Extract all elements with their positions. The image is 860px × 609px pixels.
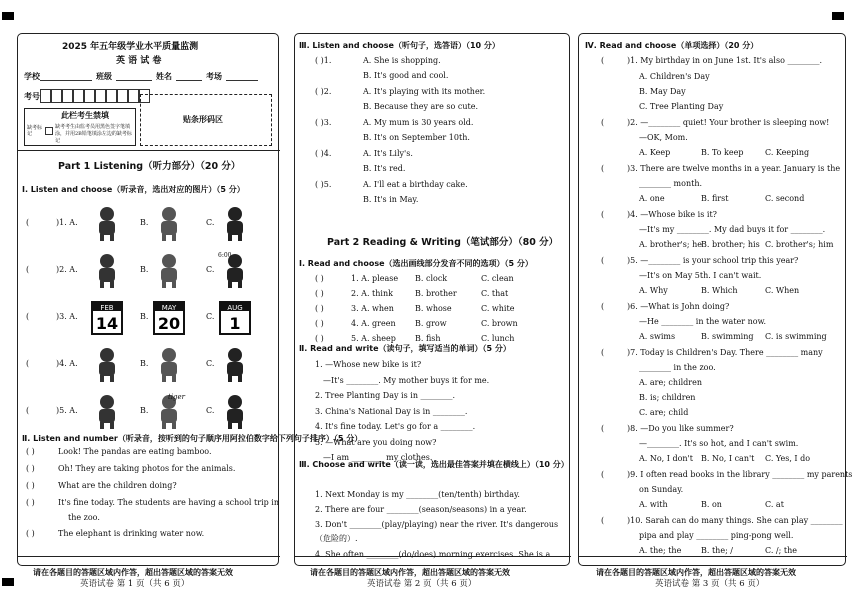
order-paren[interactable]: ( ) (26, 464, 35, 473)
question-line: —It's on May 5th. I can't wait. (639, 271, 762, 280)
answer-paren[interactable]: ( (601, 470, 605, 479)
question-text: )1. My birthday in on June 1st. It's also ________. (627, 56, 822, 65)
question-label: )4. A. (56, 359, 78, 368)
phonics-option: C. white (481, 304, 515, 313)
read-write-item: 5. —What are you doing now? (315, 437, 437, 447)
answer-paren[interactable]: ( (601, 56, 605, 65)
part1-heading: Part 1 Listening（听力部分）（20 分） (58, 161, 241, 172)
read-write-item: —It's ________. My mother buys it for me. (323, 375, 490, 385)
question-line: on Sunday. (639, 485, 684, 494)
choice-option: B. first (701, 194, 729, 203)
order-sentence: It's fine today. The students are having a school trip in (58, 498, 280, 507)
option-b-label: B. (140, 218, 149, 227)
choice-option: A. brother's; he (639, 240, 702, 249)
name-field[interactable] (176, 74, 202, 81)
question-label: )5. A. (56, 406, 78, 415)
tiger-text: tiger (168, 393, 186, 401)
question-line: A. are; children (639, 378, 703, 387)
order-paren[interactable]: ( ) (26, 481, 35, 490)
page-number-1: 英语试卷 第 1 页（共 6 页） (80, 579, 190, 589)
class-field[interactable] (116, 74, 152, 81)
option-a: A. It's playing with its mother. (363, 87, 486, 96)
choice-option: C. Keeping (765, 148, 810, 157)
room-label: 考场 (206, 72, 222, 81)
question-line: —OK, Mom. (639, 133, 688, 142)
question-line: —He ________ in the water now. (639, 317, 767, 326)
order-paren[interactable]: ( ) (26, 529, 35, 538)
exam-digit-box[interactable] (117, 89, 128, 103)
choice-option: A. Why (639, 286, 668, 295)
multiple-choice-heading: Ⅳ. Read and choose（单项选择）（20 分） (585, 41, 759, 50)
question-text: )7. Today is Children's Day. There ________ many (627, 348, 823, 357)
phonics-option: C. that (481, 289, 509, 298)
page-3 (578, 33, 853, 566)
option-b: B. It's good and cool. (363, 71, 449, 80)
option-c-label: C. (206, 218, 215, 227)
phonics-option: B. brother (415, 289, 457, 298)
choice-option: C. is swimming (765, 332, 827, 341)
picture-option[interactable] (152, 251, 186, 289)
exam-digit-box[interactable] (84, 89, 95, 103)
footer-note-1: 请在各题目的答题区域内作答，超出答题区域的答案无效 (33, 568, 233, 577)
picture-option[interactable] (152, 204, 186, 242)
exam-digit-box[interactable] (51, 89, 62, 103)
listen-number-heading: Ⅱ. Listen and number（听录音，按听到的句子顺序用阿拉伯数字给下列句子排序）（5 分） (22, 434, 363, 443)
picture-option[interactable] (218, 204, 252, 242)
order-sentence: The elephant is drinking water now. (58, 529, 205, 538)
question-label: )1. A. (56, 218, 78, 227)
choice-option: A. Keep (639, 148, 671, 157)
phonics-option: 4. A. green (351, 319, 396, 328)
choice-option: B. Which (701, 286, 738, 295)
page-number-3: 英语试卷 第 3 页（共 6 页） (655, 579, 765, 589)
choice-option: B. To keep (701, 148, 744, 157)
phonics-option: C. clean (481, 274, 514, 283)
page-2 (294, 33, 570, 566)
name-label: 姓名 (156, 72, 172, 81)
class-label: 班级 (96, 72, 112, 81)
question-text: )3. There are twelve months in a year. January is the (627, 164, 841, 173)
absent-label: 缺考标记 (27, 125, 43, 137)
question-line: B. is; children (639, 393, 696, 402)
phonics-option: 5. A. sheep (351, 334, 396, 343)
answer-paren[interactable]: ( (26, 218, 30, 227)
barcode-label: 贴条形码区 (183, 115, 223, 124)
question-label: )3. A. (56, 312, 78, 321)
question-line: —________. It's so hot, and I can't swim. (639, 439, 799, 448)
choice-option: A. one (639, 194, 665, 203)
question-line: pipa and play ________ ping-pong well. (639, 531, 794, 540)
picture-option[interactable] (90, 345, 124, 383)
answer-paren[interactable]: ( (601, 118, 605, 127)
option-b-label: B. (140, 406, 149, 415)
option-c-label: C. (206, 265, 215, 274)
option-c-label: C. (206, 359, 215, 368)
phonics-option: B. clock (415, 274, 448, 283)
answer-paren[interactable]: ( (26, 406, 30, 415)
choose-write-item: 4. She often ________(do/does) morning exercises. She is a (315, 550, 551, 559)
picture-option[interactable] (152, 298, 186, 336)
read-write-item: 3. China's National Day is in ________. (315, 406, 468, 416)
choose-write-item: 3. Don't ________(play/playing) near the river. It's dangerous (315, 520, 559, 529)
answer-paren[interactable]: ( )4. (315, 149, 332, 158)
question-line: ________ in the zoo. (639, 363, 716, 372)
answer-paren[interactable]: ( ) (315, 304, 324, 313)
option-b: B. It's in May. (363, 195, 419, 204)
picture-option[interactable] (90, 204, 124, 242)
answer-paren[interactable]: ( ) (315, 334, 324, 343)
option-c-label: C. (206, 312, 215, 321)
svg-text:AUG: AUG (227, 304, 243, 312)
answer-paren[interactable]: ( (601, 256, 605, 265)
exam-digit-box[interactable] (73, 89, 84, 103)
choice-option: B. brother; his (701, 240, 760, 249)
choice-option: B. No, I can't (701, 454, 755, 463)
choice-option: B. swimming (701, 332, 754, 341)
exam-number-label: 考号 (24, 92, 40, 101)
exam-subtitle: 英 语 试 卷 (116, 56, 162, 66)
answer-paren[interactable]: ( )3. (315, 118, 332, 127)
choose-write-heading: Ⅲ. Choose and write（读一读，选出最佳答案并填在横线上）（10 分） (299, 460, 569, 469)
room-field[interactable] (226, 74, 258, 81)
answer-paren[interactable]: ( ) (315, 274, 324, 283)
phonics-option: C. brown (481, 319, 518, 328)
absent-checkbox[interactable] (45, 127, 53, 135)
picture-option[interactable] (218, 392, 252, 430)
choice-option: C. /; the (765, 546, 797, 555)
answer-paren[interactable]: ( (601, 424, 605, 433)
option-b: B. Because they are so cute. (363, 102, 478, 111)
option-c-label: C. (206, 406, 215, 415)
answer-paren[interactable]: ( (601, 302, 605, 311)
footer-note-2: 请在各题目的答题区域内作答，超出答题区域的答案无效 (310, 568, 510, 577)
clock-text: 6:00 (218, 252, 232, 259)
picture-option[interactable] (218, 298, 252, 336)
read-write-item: —I am ________ my clothes. (323, 453, 433, 462)
read-write-heading: Ⅱ. Read and write（读句子，填写适当的单词）（5 分） (299, 344, 511, 353)
svg-text:1: 1 (229, 314, 241, 333)
question-text: )4. —Whose bike is it? (627, 210, 717, 219)
registration-mark (2, 12, 14, 20)
question-line: A. Children's Day (639, 72, 710, 81)
question-text: )9. I often read books in the library ________ my parents (627, 470, 853, 479)
exam-digit-box[interactable] (40, 89, 51, 103)
option-a: A. She is shopping. (363, 56, 441, 65)
exam-digit-box[interactable] (128, 89, 139, 103)
read-write-item: 2. Tree Planting Day is in ________. (315, 391, 456, 400)
choice-option: C. Yes, I do (765, 454, 811, 463)
exam-digit-box[interactable] (62, 89, 73, 103)
read-write-item: 4. It's fine today. Let's go for a ________. (315, 422, 476, 431)
part2-heading: Part 2 Reading & Writing（笔试部分）（80 分） (327, 237, 559, 248)
question-line: —It's my ________. My dad buys it for ________. (639, 225, 826, 234)
choice-option: C. brother's; him (765, 240, 834, 249)
phonics-option: B. fish (415, 334, 441, 343)
answer-paren[interactable]: ( (26, 265, 30, 274)
choose-write-item: （危险的）. (315, 534, 358, 543)
picture-option[interactable] (90, 392, 124, 430)
choice-option: C. second (765, 194, 805, 203)
listen-choose-answer-heading: Ⅲ. Listen and choose（听句子，选答语）（10 分） (299, 41, 500, 50)
choice-option: C. When (765, 286, 800, 295)
answer-paren[interactable]: ( (26, 312, 30, 321)
barcode-area (140, 94, 272, 146)
choice-option: C. at (765, 500, 784, 509)
option-a: A. My mum is 30 years old. (363, 118, 474, 127)
question-line: B. May Day (639, 87, 686, 96)
order-sentence: Look! The pandas are eating bamboo. (58, 447, 212, 456)
option-b: B. It's red. (363, 164, 406, 173)
question-text: )8. —Do you like summer? (627, 424, 734, 433)
answer-paren[interactable]: ( )2. (315, 87, 332, 96)
registration-mark (832, 12, 844, 20)
phonics-option: B. grow (415, 319, 447, 328)
choice-option: A. swims (639, 332, 676, 341)
svg-text:MAY: MAY (161, 304, 177, 312)
choice-option: B. on (701, 500, 722, 509)
option-a: A. It's Lily's. (363, 149, 413, 158)
order-paren[interactable]: ( ) (26, 498, 35, 507)
order-sentence: Oh! They are taking photos for the animals. (58, 464, 236, 473)
option-b-label: B. (140, 359, 149, 368)
picture-option[interactable] (152, 345, 186, 383)
absent-note: 缺考考生由监考员用黑色签字笔填涂，并用2B铅笔填涂左边的缺考标记 (55, 124, 132, 144)
school-label: 学校 (24, 72, 40, 81)
exam-digit-box[interactable] (106, 89, 117, 103)
answer-paren[interactable]: ( (601, 210, 605, 219)
order-sentence: What are the children doing? (58, 481, 177, 490)
question-label: )2. A. (56, 265, 78, 274)
option-b: B. It's on September 10th. (363, 133, 470, 142)
order-sentence: the zoo. (68, 513, 100, 522)
question-line: C. Tree Planting Day (639, 102, 724, 111)
registration-mark (2, 578, 14, 586)
choice-option: A. No, I don't (639, 454, 693, 463)
school-field[interactable] (40, 74, 92, 81)
option-b-label: B. (140, 265, 149, 274)
exam-title: 2025 年五年级学业水平质量监测 (62, 42, 199, 52)
picture-option[interactable] (90, 251, 124, 289)
exam-digit-box[interactable] (95, 89, 106, 103)
answer-paren[interactable]: ( (26, 359, 30, 368)
question-line: C. are; child (639, 408, 689, 417)
phonics-option: 2. A. think (351, 289, 393, 298)
order-paren[interactable]: ( ) (26, 447, 35, 456)
page-number-2: 英语试卷 第 2 页（共 6 页） (367, 579, 477, 589)
phonics-option: 3. A. when (351, 304, 394, 313)
phonics-option: 1. A. please (351, 274, 399, 283)
choice-option: A. the; the (639, 546, 682, 555)
question-text: )6. —What is John doing? (627, 302, 730, 311)
picture-option[interactable] (90, 298, 124, 336)
answer-paren[interactable]: ( (601, 348, 605, 357)
svg-text:FEB: FEB (100, 304, 114, 312)
option-a: A. I'll eat a birthday cake. (363, 180, 468, 189)
choice-option: A. with (639, 500, 668, 509)
choose-write-item: 2. There are four ________(season/seasons) in a year. (315, 505, 527, 514)
svg-text:20: 20 (157, 314, 181, 333)
answer-paren[interactable]: ( ) (315, 319, 324, 328)
footer-note-3: 请在各题目的答题区域内作答，超出答题区域的答案无效 (596, 568, 796, 577)
answer-paren[interactable]: ( )1. (315, 56, 332, 65)
answer-paren[interactable]: ( (601, 516, 605, 525)
option-b-label: B. (140, 312, 149, 321)
picture-option[interactable] (218, 345, 252, 383)
question-text: )2. —________ quiet! Your brother is sleeping now! (627, 118, 830, 127)
answer-paren[interactable]: ( ) (315, 289, 324, 298)
choice-option: B. the; / (701, 546, 733, 555)
question-line: ________ month. (639, 179, 703, 188)
svg-text:14: 14 (95, 314, 119, 333)
phonics-option: B. whose (415, 304, 452, 313)
answer-paren[interactable]: ( (601, 164, 605, 173)
question-text: )10. Sarah can do many things. She can play ________ (627, 516, 843, 525)
phonics-option: C. lunch (481, 334, 515, 343)
read-write-item: 1. —Whose new bike is it? (315, 360, 422, 369)
answer-paren[interactable]: ( )5. (315, 180, 332, 189)
read-choose-heading: Ⅰ. Read and choose（选出画线部分发音不同的选项）（5 分） (299, 259, 533, 268)
forbid-box (24, 108, 136, 146)
forbid-label: 此栏考生禁填 (61, 111, 109, 120)
listen-choose-heading: Ⅰ. Listen and choose（听录音，选出对应的图片）（5 分） (22, 185, 245, 194)
question-text: )5. —________ is your school trip this year? (627, 256, 799, 265)
choose-write-item: 1. Next Monday is my ________(ten/tenth) birthday. (315, 490, 520, 499)
